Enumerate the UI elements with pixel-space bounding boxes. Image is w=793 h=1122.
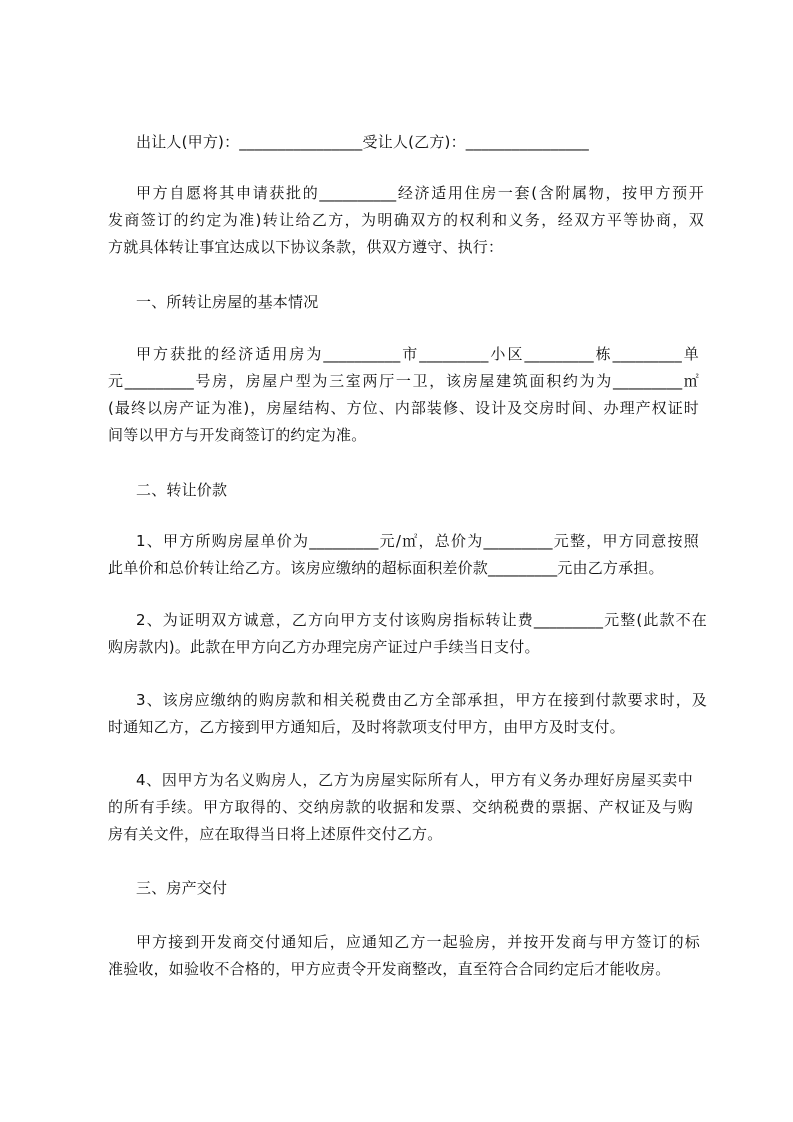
section3-line-1: 甲方接到开发商交付通知后，应通知乙方一起验房，并按开发商与甲方签订的标 — [136, 933, 700, 951]
section1-line-4: 间等以甲方与开发商签订的约定为准。 — [108, 426, 367, 444]
clause2-line-1: 2、为证明双方诚意，乙方向甲方支付该购房指标转让费_________元整(此款不在 — [136, 611, 707, 629]
parties-line: 出让人(甲方)：________________受让人(乙方)：________________ — [136, 133, 590, 151]
intro-line-1: 甲方自愿将其申请获批的__________经济适用住房一套(含附属物，按甲方预开 — [136, 184, 704, 202]
clause2-line-2: 购房款内)。此款在甲方向乙方办理完房产证过户手续当日支付。 — [108, 638, 540, 656]
section3-line-2: 准验收，如验收不合格的，甲方应责令开发商整改，直至符合合同约定后才能收房。 — [108, 960, 671, 978]
intro-line-3: 方就具体转让事宜达成以下协议条款，供双方遵守、执行： — [108, 238, 504, 256]
clause3-line-1: 3、该房应缴纳的购房款和相关税费由乙方全部承担，甲方在接到付款要求时，及 — [136, 691, 707, 709]
section1-line-1: 甲方获批的经济适用房为__________市_________小区_________栋_________单 — [136, 345, 699, 363]
section1-line-3: (最终以房产证为准)，房屋结构、方位、内部装修、设计及交房时间、办理产权证时 — [108, 399, 699, 417]
intro-line-2: 发商签订的约定为准)转让给乙方，为明确双方的权利和义务，经双方平等协商，双 — [108, 211, 704, 229]
clause1-line-1: 1、甲方所购房屋单价为_________元/㎡，总价为_________元整，甲方同意按照 — [136, 532, 699, 550]
clause4-line-1: 4、因甲方为名义购房人，乙方为房屋实际所有人，甲方有义务办理好房屋买卖中 — [136, 771, 693, 789]
clause1-line-2: 此单价和总价转让给乙方。该房应缴纳的超标面积差价款_________元由乙方承担。 — [108, 559, 664, 577]
section1-heading: 一、所转让房屋的基本情况 — [136, 293, 319, 311]
section2-heading: 二、转让价款 — [136, 481, 228, 499]
clause4-line-3: 房有关文件，应在取得当日将上述原件交付乙方。 — [108, 825, 443, 843]
clause4-line-2: 的所有手续。甲方取得的、交纳房款的收据和发票、交纳税费的票据、产权证及与购 — [108, 798, 693, 816]
clause3-line-2: 时通知乙方，乙方接到甲方通知后，及时将款项支付甲方，由甲方及时支付。 — [108, 718, 625, 736]
section3-heading: 三、房产交付 — [136, 879, 228, 897]
section1-line-2: 元_________号房，房屋户型为三室两厅一卫，该房屋建筑面积约为为_________㎡ — [108, 372, 699, 390]
